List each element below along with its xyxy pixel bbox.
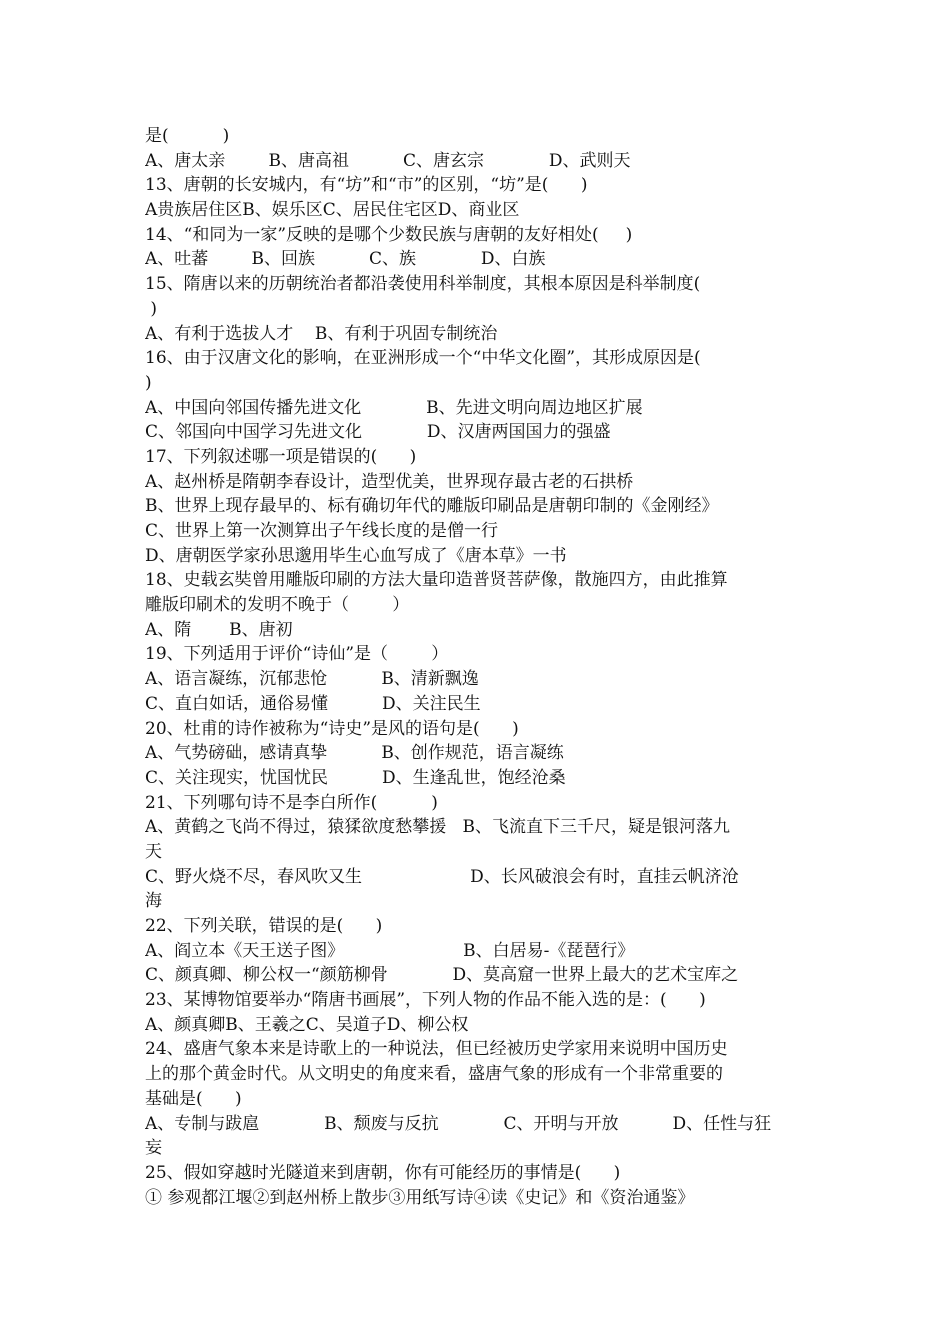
question-21-options-cd: C、野火烧不尽，春风吹又生 D、长风破浪会有时，直挂云帆济沧 <box>145 866 739 887</box>
question-25-stem: 25、假如穿越时光隧道来到唐朝，你有可能经历的事情是( ) <box>145 1162 621 1183</box>
question-17-option-a: A、赵州桥是隋朝李春设计，造型优美，世界现存最古老的石拱桥 <box>145 471 634 492</box>
question-17-option-c: C、世界上第一次测算出子午线长度的是僧一行 <box>145 521 499 541</box>
question-13-options: A贵族居住区B、娱乐区C、居民住宅区D、商业区 <box>145 200 520 221</box>
question-24-options: A、专制与跋扈 B、颓废与反抗 C、开明与开放 D、任性与狂 <box>145 1113 772 1134</box>
question-24-stem-2: 上的那个黄金时代。从文明史的角度来看，盛唐气象的形成有一个非常重要的 <box>145 1064 723 1085</box>
question-20-options-cd: C、关注现实，忧国忧民 D、生逢乱世，饱经沧桑 <box>145 767 566 788</box>
question-13-stem: 13、唐朝的长安城内，有“坊”和“市”的区别，“坊”是( ) <box>145 175 588 196</box>
question-19-stem: 19、下列适用于评价“诗仙”是（ ） <box>145 644 449 665</box>
question-22-options-cd: C、颜真卿、柳公权一“颜筋柳骨 D、莫高窟一世界上最大的艺术宝库之 <box>145 965 739 986</box>
question-22-options-ab: A、阎立本《天王送子图》 B、白居易-《琵琶行》 <box>145 940 635 961</box>
question-21-stem: 21、下列哪句诗不是李白所作( ) <box>145 792 438 813</box>
exam-page <box>145 124 810 1210</box>
question-24-stem-1: 24、盛唐气象本来是诗歌上的一种说法，但已经被历史学家用来说明中国历史 <box>145 1039 728 1060</box>
question-15-stem: 15、隋唐以来的历朝统治者都沿袭使用科举制度，其根本原因是科举制度( <box>145 274 701 295</box>
question-19-options-cd: C、直白如话，通俗易懂 D、关注民生 <box>145 693 481 714</box>
question-17-option-b: B、世界上现存最早的、标有确切年代的雕版印刷品是唐朝印制的《金刚经》 <box>145 496 719 517</box>
question-25-items: ① 参观都江堰②到赵州桥上散步③用纸写诗④读《史记》和《资治通鉴》 <box>145 1187 695 1208</box>
question-17-stem: 17、下列叙述哪一项是错误的( ) <box>145 446 417 467</box>
question-21-options-ab-wrap: 天 <box>145 841 162 862</box>
question-19-options-ab: A、语言凝练，沉郁悲怆 B、清新飘逸 <box>145 669 479 690</box>
question-24-stem-3: 基础是( ) <box>145 1088 242 1109</box>
question-12-options: A、唐太亲 B、唐高祖 C、唐玄宗 D、武则天 <box>145 150 631 171</box>
question-16-stem: 16、由于汉唐文化的影响，在亚洲形成一个“中华文化圈”，其形成原因是( <box>145 348 701 369</box>
question-23-options: A、颜真卿B、王羲之C、吴道子D、柳公权 <box>145 1014 469 1035</box>
question-16-stem-end: ) <box>145 372 152 393</box>
question-21-options-cd-wrap: 海 <box>145 891 162 912</box>
question-14-options: A、吐蕃 B、回族 C、族 D、白族 <box>145 249 546 270</box>
question-20-stem: 20、杜甫的诗作被称为“诗史”是风的语句是( ) <box>145 718 519 739</box>
question-15-options: A、有利于选拔人才 B、有利于巩固专制统治 <box>145 323 498 344</box>
question-15-stem-end: ) <box>145 298 158 319</box>
question-20-options-ab: A、气势磅础，感请真挚 B、创作规范，语言凝练 <box>145 743 564 764</box>
question-18-stem: 18、史载玄奘曾用雕版印刷的方法大量印造普贤菩萨像，散施四方，由此推算 <box>145 570 728 591</box>
question-24-options-wrap: 妄 <box>145 1138 162 1159</box>
question-18-stem-end: 雕版印刷术的发明不晚于（ ） <box>145 595 410 616</box>
question-23-stem: 23、某博物馆要举办“隋唐书画展”，下列人物的作品不能入选的是：( ) <box>145 990 706 1011</box>
question-17-option-d: D、唐朝医学家孙思邈用毕生心血写成了《唐本草》一书 <box>145 545 567 566</box>
question-22-stem: 22、下列关联，错误的是( ) <box>145 916 383 936</box>
question-16-options-cd: C、邻国向中国学习先进文化 D、汉唐两国国力的强盛 <box>145 422 611 443</box>
question-18-options: A、隋 B、唐初 <box>145 619 293 640</box>
question-21-options-ab: A、黄鹤之飞尚不得过，猿猱欲度愁攀援 B、飞流直下三千尺，疑是银河落九 <box>145 817 730 838</box>
question-12-stem-continued: 是( ) <box>145 126 230 146</box>
question-14-stem: 14、“和同为一家”反映的是哪个少数民族与唐朝的友好相处( ) <box>145 224 633 245</box>
question-16-options-ab: A、中国向邻国传播先进文化 B、先进文明向周边地区扩展 <box>145 397 643 418</box>
